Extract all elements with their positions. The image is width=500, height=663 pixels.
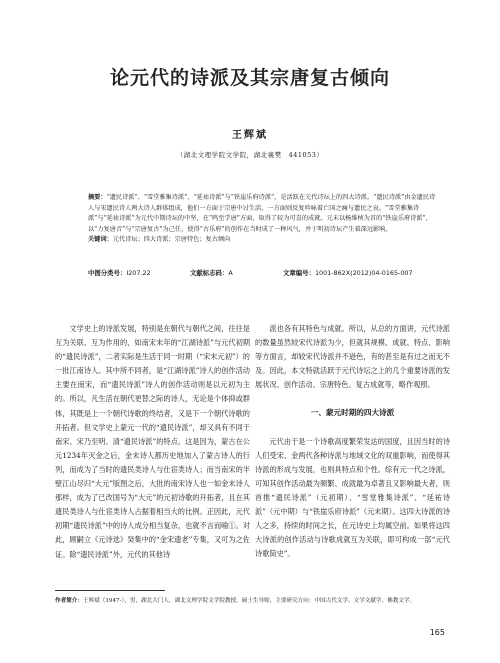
document-code — [190, 268, 233, 277]
article-title: 论元代的诗派及其宗唐复古倾向 — [109, 67, 390, 89]
section-heading: 一、蒙元时期的四大诗派 — [310, 408, 395, 418]
author-name: 王辉斌 — [232, 130, 268, 141]
clc-number — [88, 268, 151, 277]
article-number-value: 1001-862X(2012)04-0165-007 — [314, 269, 413, 277]
page-number: 165 — [429, 628, 445, 637]
body-column-left — [55, 322, 250, 562]
footnote-label: 作者简介： — [55, 598, 83, 604]
doc-label: 文献标志码： — [190, 269, 229, 277]
abstract — [88, 193, 438, 235]
abstract-label: 摘要： — [88, 194, 107, 201]
author-affiliation: （湖北文理学院文学院，湖北襄樊 441053） — [176, 151, 324, 159]
body-paragraph: 派也各有其特色与成就。所以，从总的方面讲，元代诗派的数量虽然较宋代诗派为少，但就其规模、成就、特点、影响等方面言，却较宋代诗派并不逊色，有的甚至是有过之而无不及。因此，本文特就活跃于元代诗坛之上的几个重要诗派的发展状况、创作活动、宗唐特色、复古成就等，略作观照。 — [255, 324, 450, 390]
body-paragraph: 元代由于是一个诗歌高度繁荣发达的国度，且因当时的诗人们受宋、金两代各种诗派与地域文化的双重影响，而使得其诗派的形成与发展，也则具特点和个性。综有元一代之诗派，可知其创作活动最为频繁、成就最为卓著且又影响最大者，则首推“遗民诗派”（元初期）、“雪堂雅集诗派”、“延祐诗派”（元中期）与“铁崖乐府诗派”（元末期）。这四大诗派的诗人之多，持续的时间之长，在元诗史上均属空前。如果将这四大诗派的创作活动与诗歌成就互为关联，即可构成一部“元代诗歌简史”。 — [255, 436, 450, 559]
footnote-divider — [55, 590, 165, 591]
keywords-label: 关键词： — [88, 236, 113, 243]
article-number-label: 文章编号： — [283, 269, 315, 277]
article-number — [283, 268, 413, 277]
footnote-text: 王辉斌（1947-），男，湖北大门人，湖北文理学院文学院教授，硕士生导师，主要研究方向：中国古代文学、文学文献学、佛教文学。 — [82, 598, 416, 604]
clc-label: 中图分类号： — [88, 269, 127, 277]
footnote — [55, 596, 450, 606]
clc-value: I207.22 — [126, 269, 151, 277]
keywords-text: 元代诗坛；四大诗派；宗唐特色；复古倾向 — [112, 236, 231, 243]
body-column-right — [255, 322, 450, 561]
abstract-text: “遗民诗派”、“雪堂雅集诗派”、“延祐诗派”与“铁崖乐府诗派”，是活跃在元代诗坛上的四大诗派。“遗民诗派”由金遗民诗人与宋遗民诗人两大诗人群体组成，他们一方面于宗唐中讨生活，一方面则反复吟咏着亡国之痛与遗民之哀。“雪堂雅集诗派”与“延祐诗派”为元代中期诗坛的中坚，在“鸣至学唐”方面，取得了较为可喜的成就。元末以杨维桢为首的“铁崖乐府诗派”，以“力复唐音”与“宗唐复古”为己任，使得“古乐府”的创作在当时成了一种风气，并于明初诗坛产生着深远影响。 — [88, 194, 436, 233]
abstract-block — [88, 193, 438, 246]
body-paragraph: 文学史上的诗派发展，特别是在朝代与朝代之间，往往是互为关联、互为作用的，如南宋末年的“江湖诗派”与元代初期的“遗民诗派”，二者实际是生活于同一时期（“宋末元初”）的一批江南诗人。其中所不同者，是“江湖诗派”诗人的创作活动主要在南宋，而“遗民诗派”诗人的创作活动则是以元初为主的。所以，凡生活在朝代更替之际的诗人，无论是个体抑或群体，其既是上一个朝代诗歌的终结者，又是下一个朝代诗歌的开拓者。但文学史上蒙元一代的“遗民诗派”，却又具有不同于南宋、宋乃至明、清“遗民诗派”的特点。这是因为，蒙古在公元1234年灭金之后，金末诗人都历史地加入了蒙古诗人的行列，而成为了当时的遗民类诗人与仕宦类诗人；而当南宋的半壁江山尽归“大元”版图之后，大批的南宋诗人也一如金末诗人那样，成为了已改国号为“大元”的元初诗歌的开拓者，且在其遗民类诗人与仕宦类诗人占据着相当大的比例。正因此，元代初期“遗民诗派”中的诗人成分相当复杂，也就不言而喻①。对此，顾嗣立《元诗选》癸集中的“金宋遗老”专集，又可为之佐证。除“遗民诗派”外，元代的其他诗 — [55, 324, 250, 559]
doc-value: A — [228, 269, 233, 277]
keywords — [88, 235, 438, 246]
